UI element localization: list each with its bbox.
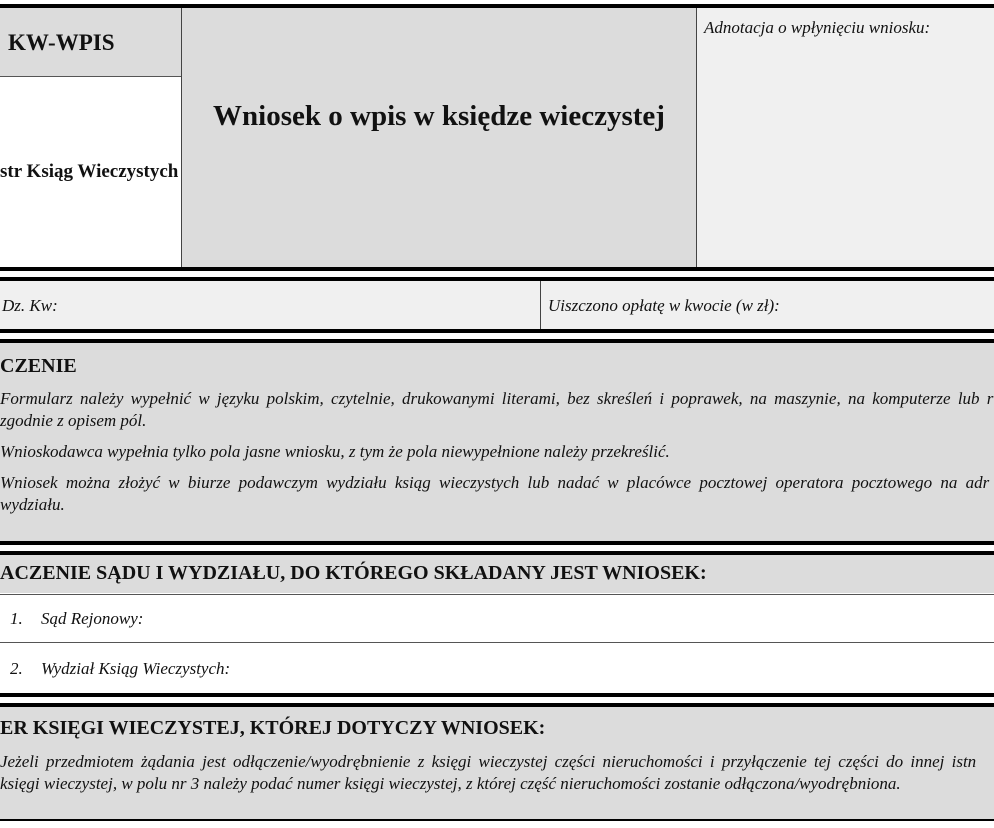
field-label: Wydział Ksiąg Wieczystych: bbox=[41, 659, 231, 678]
book-text: Jeżeli przedmiotem żądania jest odłączenie/wyodrębnienie z księgi wieczystej części nieruchomości i przyłączenie tej części do innej istn bbox=[0, 752, 977, 771]
fee-label: Uiszczono opłatę w kwocie (w zł): bbox=[548, 296, 780, 315]
annotation-cell bbox=[697, 8, 994, 267]
book-box bbox=[0, 707, 994, 819]
registry-cell bbox=[0, 77, 181, 267]
form-code-cell bbox=[0, 8, 181, 77]
form-code: KW-WPIS bbox=[8, 30, 115, 55]
field-number: 2. bbox=[10, 659, 23, 678]
sad-rejonowy-field[interactable] bbox=[0, 594, 994, 643]
fees-bottom-border bbox=[0, 329, 994, 333]
court-bottom-border bbox=[0, 693, 994, 697]
instruction-text: Wniosek można złożyć w biurze podawczym wydziału ksiąg wieczystych lub nadać w placówce pocztowej operatora pocztowego na adr bbox=[0, 473, 990, 492]
annotation-label: Adnotacja o wpłynięciu wniosku: bbox=[704, 18, 931, 37]
dz-kw-field[interactable] bbox=[0, 281, 540, 329]
title-cell bbox=[182, 8, 696, 267]
page-title: Wniosek o wpis w księdze wieczystej bbox=[213, 100, 665, 132]
book-bottom-rule bbox=[0, 819, 994, 821]
book-text: księgi wieczystej, w polu nr 3 należy podać numer księgi wieczystej, z której część nieruchomości zostanie odłączona/wyodrębniona. bbox=[0, 774, 901, 793]
field-number: 1. bbox=[10, 609, 23, 628]
wydzial-field[interactable] bbox=[0, 643, 994, 693]
court-heading: ACZENIE SĄDU I WYDZIAŁU, DO KTÓREGO SKŁADANY JEST WNIOSEK: bbox=[0, 562, 707, 584]
fee-field[interactable] bbox=[541, 281, 994, 329]
instruction-text: Formularz należy wypełnić w języku polskim, czytelnie, drukowanymi literami, bez skreśleń i poprawek, na maszynie, na komputerze lub r bbox=[0, 389, 994, 408]
instructions-heading: CZENIE bbox=[0, 355, 77, 377]
court-heading-bar bbox=[0, 555, 994, 593]
instruction-text: Wnioskodawca wypełnia tylko pola jasne wniosku, z tym że pola niewypełnione należy przekreślić. bbox=[0, 442, 670, 461]
header-bottom-border bbox=[0, 267, 994, 271]
field-label: Sąd Rejonowy: bbox=[41, 609, 144, 628]
instruction-text: zgodnie z opisem pól. bbox=[0, 411, 147, 430]
instructions-bottom-border bbox=[0, 541, 994, 545]
book-heading: ER KSIĘGI WIECZYSTEJ, KTÓREJ DOTYCZY WNIOSEK: bbox=[0, 717, 546, 739]
instructions-box bbox=[0, 343, 994, 541]
registry-name: str Ksiąg Wieczystych bbox=[0, 161, 179, 182]
instruction-text: wydziału. bbox=[0, 495, 65, 514]
dz-kw-label: Dz. Kw: bbox=[2, 296, 58, 315]
